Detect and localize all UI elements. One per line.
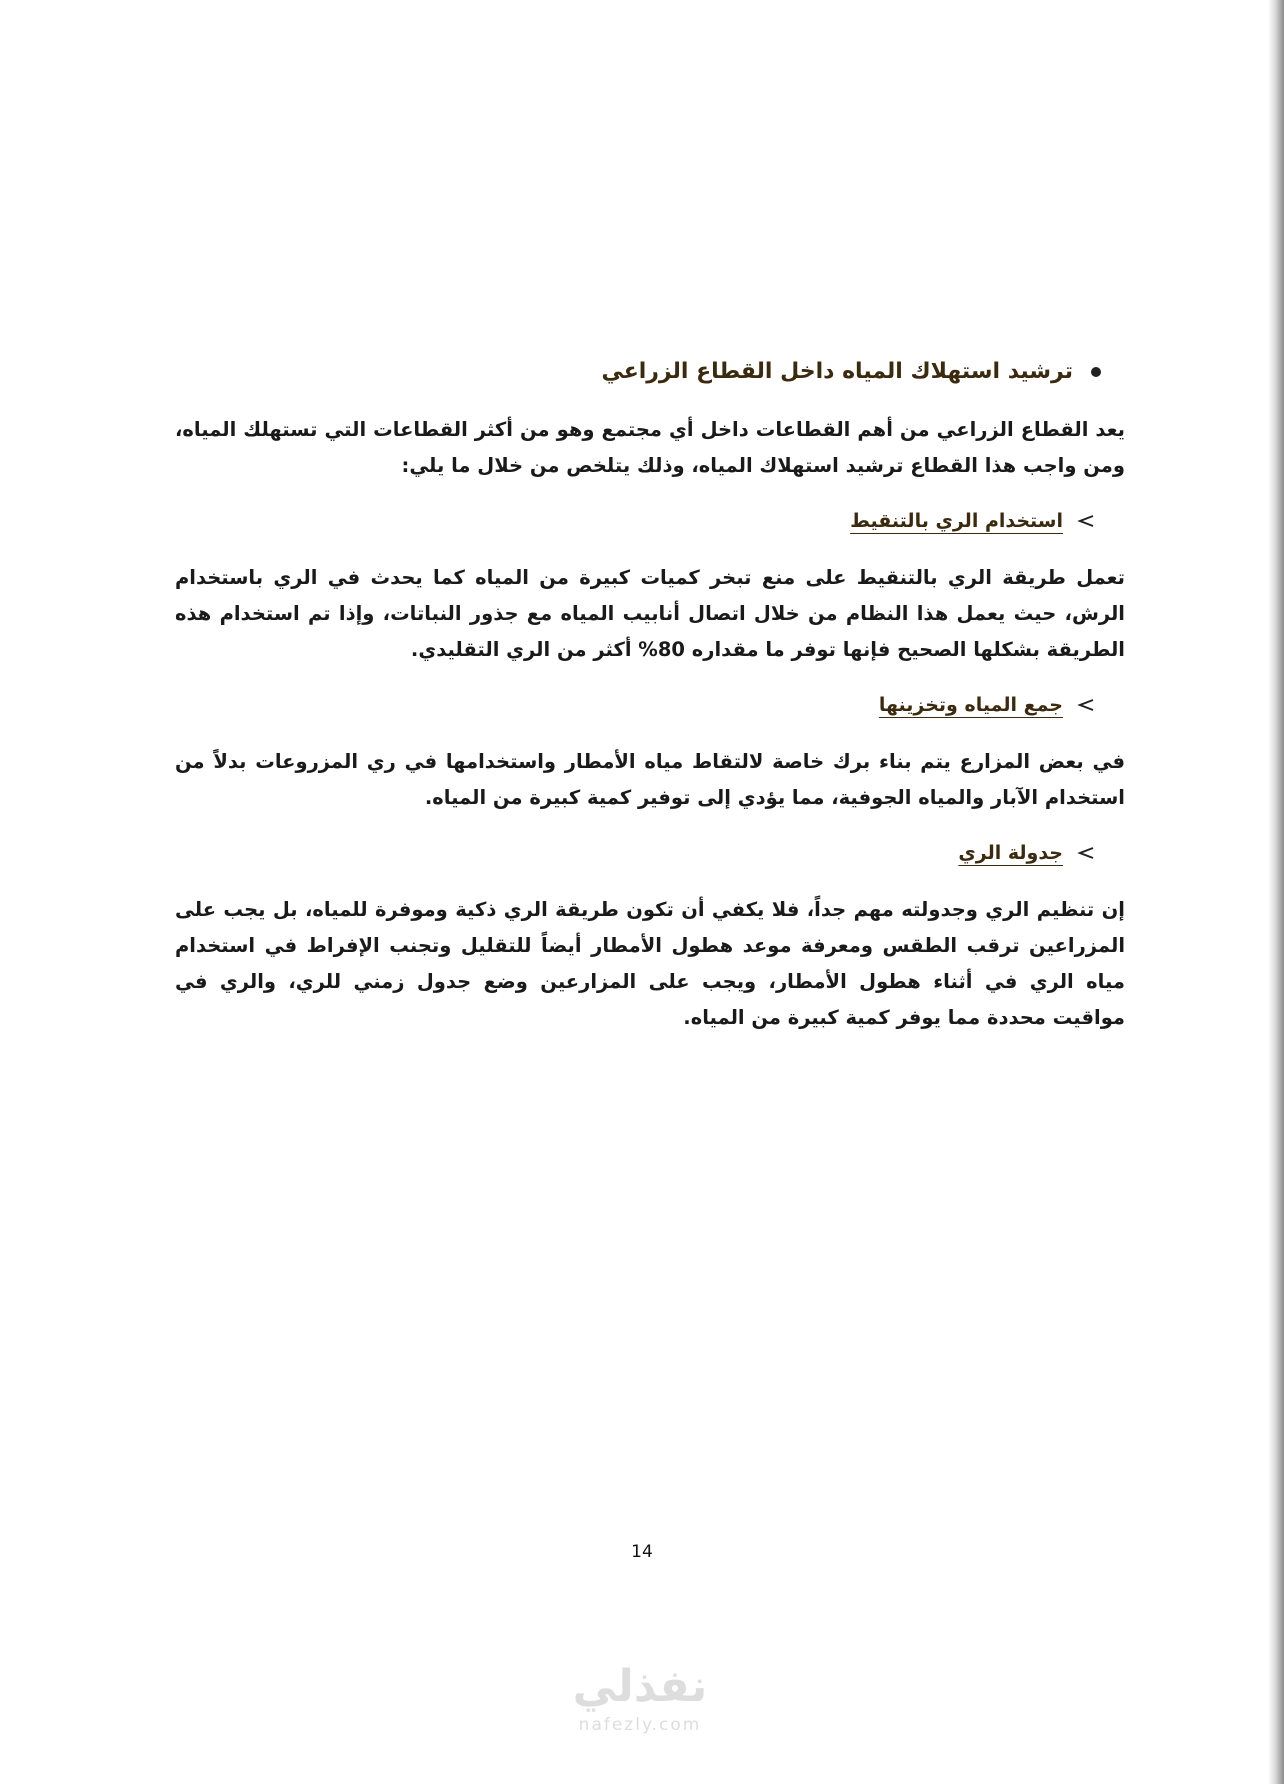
watermark-logo: نفذلي — [572, 1661, 708, 1712]
page-edge-shadow — [1268, 0, 1284, 1784]
section-heading-text: جدولة الري — [958, 842, 1063, 864]
page-number: 14 — [631, 1542, 653, 1562]
arrow-bullet-icon — [1077, 698, 1095, 712]
arrow-bullet-icon — [1077, 846, 1095, 860]
watermark-url: nafezly.com — [578, 1715, 702, 1735]
section-body-drip-irrigation: تعمل طريقة الري بالتنقيط على منع تبخر كميات كبيرة من المياه كما يحدث في الري باستخدام الرش، حيث يعمل هذا النظام من خلال اتصال أنابيب المياه مع جذور النباتات، وإذا تم استخدام هذه الطريقة بشكلها الصحيح فإنها توفر ما مقداره 80% أكثر من الري التقليدي. — [175, 566, 1125, 661]
section-heading-irrigation-scheduling — [175, 834, 1095, 872]
section-heading-water-collection — [175, 686, 1095, 724]
section-body-water-collection: في بعض المزارع يتم بناء برك خاصة لالتقاط مياه الأمطار واستخدامها في ري المزروعات بدلاً من استخدام الآبار والمياه الجوفية، مما يؤدي إلى توفير كمية كبيرة من المياه. — [175, 750, 1125, 809]
section-body-irrigation-scheduling: إن تنظيم الري وجدولته مهم جداً، فلا يكفي أن تكون طريقة الري ذكية وموفرة للمياه، بل يجب على المزراعين ترقب الطقس ومعرفة موعد هطول الأمطار أيضاً للتقليل وتجنب الإفراط في استخدام مياه الري في أثناء هطول الأمطار، ويجب على المزارعين وضع جدول زمني للري، والري في مواقيت محددة مما يوفر كمية كبيرة من المياه. — [175, 898, 1125, 1029]
main-heading-text: ترشيد استهلاك المياه داخل القطاع الزراعي — [601, 359, 1073, 384]
watermark — [540, 1660, 740, 1760]
main-heading — [175, 352, 1101, 392]
section-heading-drip-irrigation — [175, 502, 1095, 540]
intro-paragraph: يعد القطاع الزراعي من أهم القطاعات داخل أي مجتمع وهو من أكثر القطاعات التي تستهلك المياه، ومن واجب هذا القطاع ترشيد استهلاك المياه، وذلك يتلخص من خلال ما يلي: — [175, 418, 1125, 477]
section-heading-text: استخدام الري بالتنقيط — [850, 510, 1063, 532]
arrow-bullet-icon — [1077, 514, 1095, 528]
bullet-icon — [1091, 367, 1101, 377]
document-content — [175, 340, 1135, 1036]
section-heading-text: جمع المياه وتخزينها — [878, 694, 1063, 716]
